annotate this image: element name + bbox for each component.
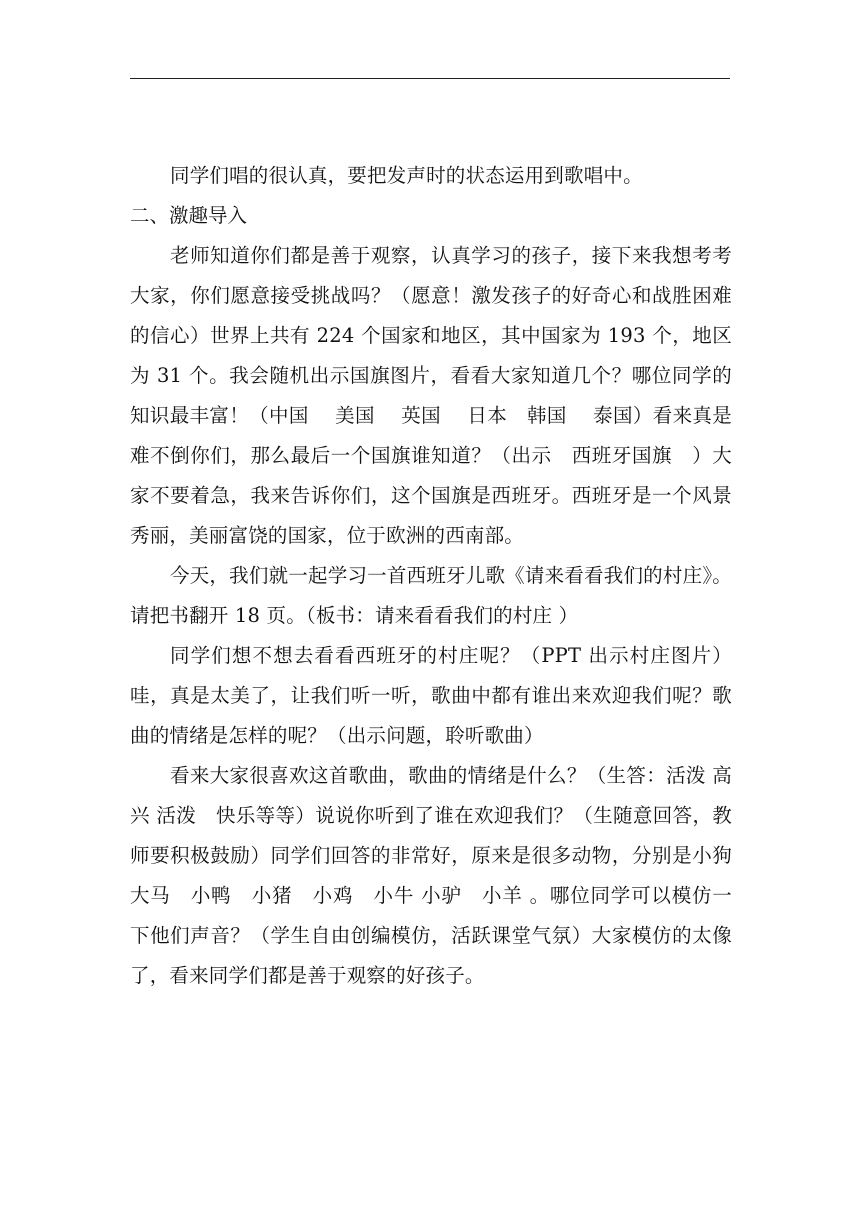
section-heading-interest-intro: 二、激趣导入 bbox=[130, 204, 248, 227]
paragraph-song-mood-animals: 看来大家很喜欢这首歌曲，歌曲的情绪是什么？（生答：活泼 高兴 活泼 快乐等等）说说你听到了谁在欢迎我们？（生随意回答，教师要积极鼓励）同学们回答的非常好，原来是很多动物，分别是小狗 大马 小鸭 小猪 小鸡 小牛 小驴 小羊 。哪位同学可以模仿一下他们声音？（学生自由创编模仿，活跃课堂气氛）大家模仿的太像了，看来同学们都是善于观察的好孩子。 bbox=[130, 764, 752, 987]
document-body bbox=[130, 156, 752, 996]
paragraph-singing-remark: 同学们唱的很认真，要把发声时的状态运用到歌唱中。 bbox=[170, 164, 643, 187]
paragraph-village-listening: 同学们想不想去看看西班牙的村庄呢？（PPT 出示村庄图片）哇，真是太美了，让我们听一听，歌曲中都有谁出来欢迎我们呢？歌曲的情绪是怎样的呢？（出示问题，聆听歌曲） bbox=[130, 644, 732, 747]
paragraph-flags-challenge: 老师知道你们都是善于观察，认真学习的孩子，接下来我想考考大家，你们愿意接受挑战吗？（愿意！激发孩子的好奇心和战胜困难的信心）世界上共有 224 个国家和地区，其中国家为 193 个，地区为 31 个。我会随机出示国旗图片，看看大家知道几个？哪位同学的知识最丰富！（中国 美国 英国 日本 韩国 泰国）看来真是难不倒你们，那么最后一个国旗谁知道？（出示 西班牙国旗 ）大家不要着急，我来告诉你们，这个国旗是西班牙。西班牙是一个风景秀丽，美丽富饶的国家，位于欧洲的西南部。 bbox=[130, 244, 732, 547]
paragraph-song-intro: 今天，我们就一起学习一首西班牙儿歌《请来看看我们的村庄》。请把书翻开 18 页。（板书：请来看看我们的村庄 ） bbox=[130, 564, 732, 627]
header-rule bbox=[130, 78, 730, 79]
